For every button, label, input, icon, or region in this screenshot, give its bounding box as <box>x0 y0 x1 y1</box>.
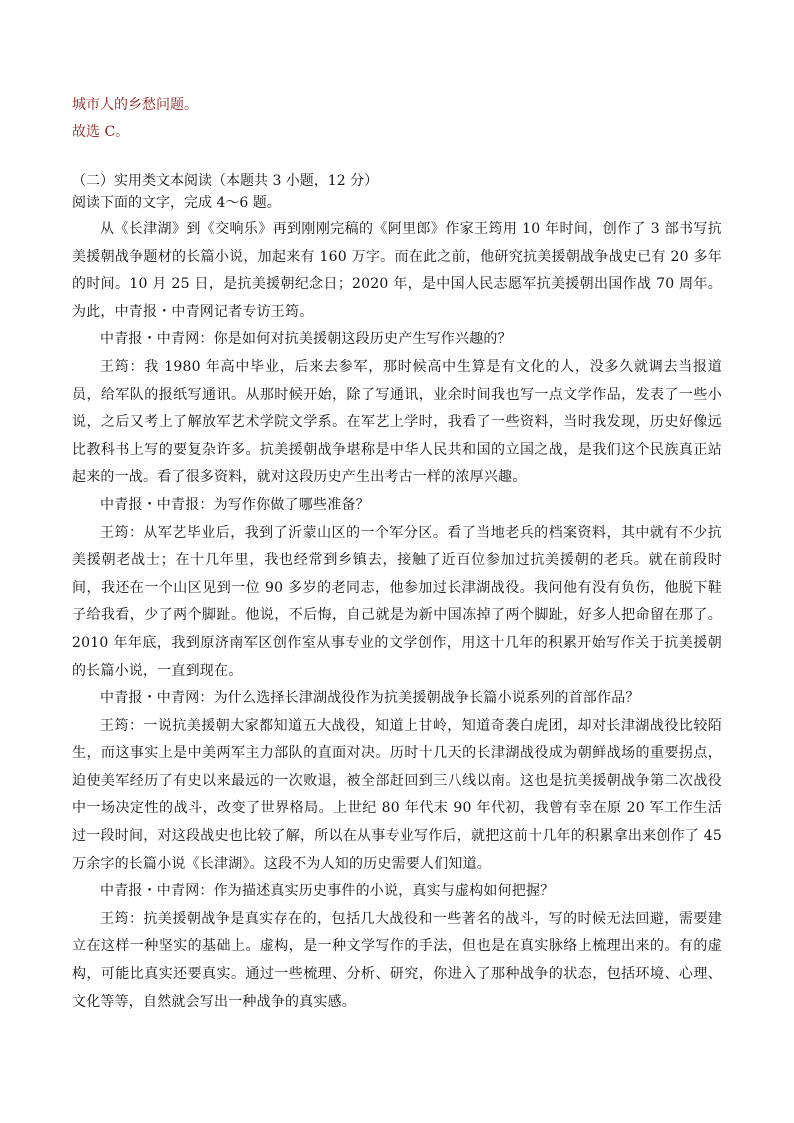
interview-question-2: 中青报・中青报：为写作你做了哪些准备？ <box>100 496 370 513</box>
reading-instruction: 阅读下面的文字，完成 4～6 题。 <box>72 195 281 211</box>
section-title: （二）实用类文本阅读（本题共 3 小题，12 分） <box>72 173 379 189</box>
interview-question-1: 中青报・中青网：你是如何对抗美援朝这段历史产生写作兴趣的？ <box>100 331 512 348</box>
interview-answer-2: 王筠：从军艺毕业后，我到了沂蒙山区的一个军分区。看了当地老兵的档案资料，其中就有不少抗美援朝老战士；在十几年里，我也经常到乡镇去，接触了近百位参加过抗美援朝的老兵。就在前段时间，我还在一个山区见到一位 90 多岁的老同志，他参加过长津湖战役。我问他有没有负伤，他脱下鞋子给我看，少了两个脚趾。他说，不后悔，自己就是为新中国冻掉了两个脚趾，好多人把命留在那了。2010 年年底，我到原济南军区创作室从事专业的文学创作，用这十几年的积累开始写作关于抗美援朝的长篇小说，一直到现在。 <box>72 524 722 679</box>
interview-answer-3: 王筠：一说抗美援朝大家都知道五大战役，知道上甘岭，知道奇袭白虎团，却对长津湖战役比较陌生，而这事实上是中美两军主力部队的直面对决。历时十几天的长津湖战役成为朝鲜战场的重要拐点，迫使美军经历了有史以来最远的一次败退，被全部赶回到三八线以南。这也是抗美援朝战争第二次战役中一场决定性的战斗，改变了世界格局。上世纪 80 年代末 90 年代初，我曾有幸在原 20 军工作生活过一段时间，对这段战史也比较了解，所以在从事专业写作后，就把这前十几年的积累拿出来创作了 45 万余字的长篇小说《长津湖》。这段不为人知的历史需要人们知道。 <box>72 717 722 872</box>
answer-line-2: 故选 C。 <box>72 124 130 140</box>
interview-answer-1: 王筠：我 1980 年高中毕业，后来去参军，那时候高中生算是有文化的人，没多久就调去当报道员，给军队的报纸写通讯。从那时候开始，除了写通讯，业余时间我也写一点文学作品，发表了一些小说，之后又考上了解放军艺术学院文学系。在军艺上学时，我看了一些资料，当时我发现，历史好像远比教科书上写的要复杂许多。抗美援朝战争堪称是中华人民共和国的立国之战，是我们这个民族真正站起来的一战。看了很多资料，就对这段历史产生出考古一样的浓厚兴趣。 <box>72 358 722 486</box>
document-page <box>72 92 722 1016</box>
answer-line-1: 城市人的乡愁问题。 <box>72 97 198 113</box>
interview-question-4: 中青报・中青网：作为描述真实历史事件的小说，真实与虚构如何把握？ <box>100 883 555 900</box>
interview-question-3: 中青报・中青网：为什么选择长津湖战役作为抗美援朝战争长篇小说系列的首部作品？ <box>100 690 640 707</box>
interview-answer-4: 王筠：抗美援朝战争是真实存在的，包括几大战役和一些著名的战斗，写的时候无法回避，需要建立在这样一种坚实的基础上。虚构，是一种文学写作的手法，但也是在真实脉络上梳理出来的。有的虚构，可能比真实还要真实。通过一些梳理、分析、研究，你进入了那种战争的状态，包括环境、心理、文化等等，自然就会写出一种战争的真实感。 <box>72 910 722 1010</box>
intro-paragraph: 从《长津湖》到《交响乐》再到刚刚完稿的《阿里郎》作家王筠用 10 年时间，创作了 3 部书写抗美援朝战争题材的长篇小说，加起来有 160 万字。而在此之前，他研究抗美援朝战争战史已有 20 多年的时间。10 月 25 日，是抗美援朝纪念日；2020 年，是中国人民志愿军抗美援朝出国作战 70 周年。为此，中青报・中青网记者专访王筠。 <box>72 221 722 320</box>
